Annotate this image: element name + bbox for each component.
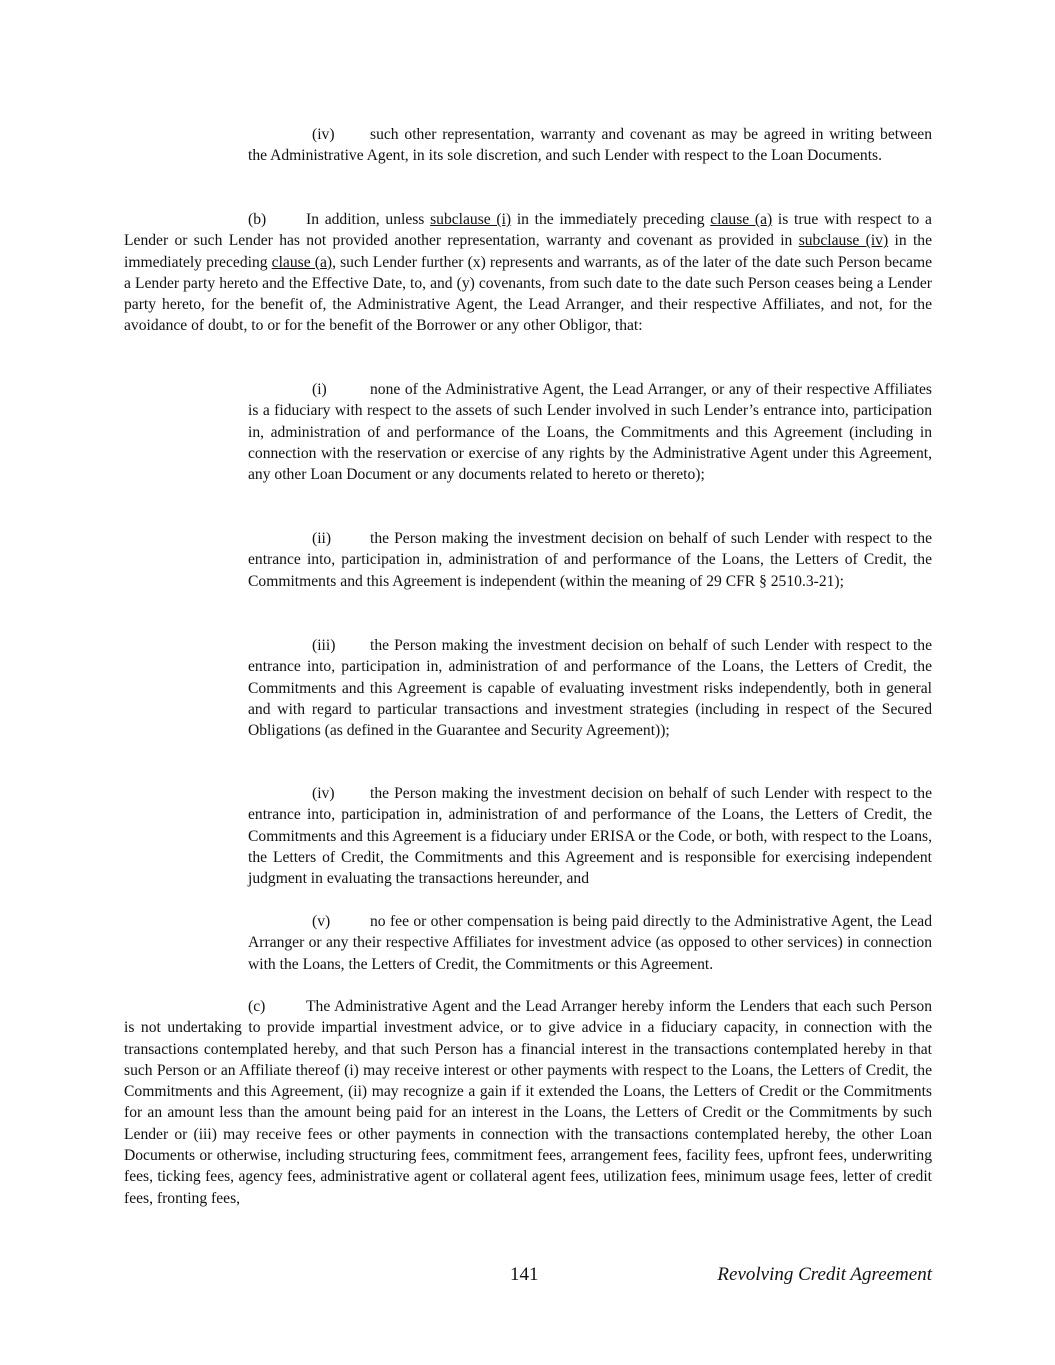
paragraph-b-v [248,911,932,975]
clause-label: (b) [248,211,267,228]
clause-label: (v) [312,913,331,930]
clause-label: (iii) [312,637,336,654]
page-number: 141 [510,1264,539,1285]
clause-text: in the immediately preceding [511,211,711,228]
paragraph-b-ii [248,528,932,592]
clause-text: the Person making the investment decision on behalf of such Lender with respect to the entrance into, participation in, administration of and performance of the Loans, the Letters of Credit, the Commitments and this Agreement is independent (within the meaning of 29 CFR § 2510.3-21); [248,530,932,590]
page-footer [0,1264,1055,1290]
paragraph-b-iv [248,783,932,889]
clause-label: (iv) [312,126,335,143]
cross-reference: subclause (i) [430,211,512,228]
cross-reference: clause (a) [271,253,333,271]
clause-label: (i) [312,381,327,398]
paragraph-b-i [248,379,932,485]
paragraph-b [124,209,932,337]
clause-text: In addition, unless [306,211,431,228]
clause-text: the Person making the investment decision on behalf of such Lender with respect to the entrance into, participation in, administration of and performance of the Loans, the Letters of Credit, the Commitments and this Agreement is a fiduciary under ERISA or the Code, or both, with respect to the Loans, the Letters of Credit, the Commitments and this Agreement and is responsible for exercising independent judgment in evaluating the transactions hereunder, and [248,785,932,888]
clause-text: such other representation, warranty and covenant as may be agreed in writing between the Administrative Agent, in its sole discretion, and such Lender with respect to the Loan Documents. [248,126,932,165]
clause-text: the Person making the investment decision on behalf of such Lender with respect to the entrance into, participation in, administration of and performance of the Loans, the Letters of Credit, the Commitments and this Agreement is capable of evaluating investment risks independently, both in general and with regard to particular transactions and investment strategies (including in respect of the Secured Obligations (as defined in the Guarantee and Security Agreement)); [248,637,932,740]
clause-text: in the immediately preceding [124,232,932,271]
clause-text: is true with respect to a Lender or such Lender has not provided another representation, warranty and covenant as provided in [124,211,932,250]
paragraph-c [124,996,932,1209]
clause-text: , such Lender further (x) represents and warrants, as of the later of the date such Person became a Lender party hereto and the Effective Date, to, and (y) covenants, from such date to the date such Person ceases being a Lender party hereto, for the benefit of, the Administrative Agent, the Lead Arranger, and their respective Affiliates, and not, for the avoidance of doubt, to or for the benefit of the Borrower or any other Obligor, that: [124,253,932,335]
paragraph-a-iv [248,124,932,167]
clause-label: (iv) [312,785,335,802]
clause-text: The Administrative Agent and the Lead Arranger hereby inform the Lenders that each such Person is not undertaking to provide impartial investment advice, or to give advice in a fiduciary capacity, in connection with the transactions contemplated hereby, and that such Person has a financial interest in the transactions contemplated hereby in that such Person or an Affiliate thereof (i) may receive interest or other payments with respect to the Loans, the Letters of Credit, the Commitments and this Agreement, (ii) may recognize a gain if it extended the Loans, the Letters of Credit or the Commitments for an amount less than the amount being paid for an interest in the Loans, the Letters of Credit or the Commitments by such Lender or (iii) may receive fees or other payments in connection with the transactions contemplated hereby, the other Loan Documents or otherwise, including structuring fees, commitment fees, arrangement fees, facility fees, upfront fees, underwriting fees, ticking fees, agency fees, administrative agent or collateral agent fees, utilization fees, minimum usage fees, letter of credit fees, fronting fees, [124,998,932,1207]
clause-text: none of the Administrative Agent, the Lead Arranger, or any of their respective Affiliates is a fiduciary with respect to the assets of such Lender involved in such Lender’s entrance into, participation in, administration of and performance of the Loans, the Commitments and this Agreement (including in connection with the reservation or exercise of any rights by the Administrative Agent under this Agreement, any other Loan Document or any documents related to hereto or thereto); [248,381,932,484]
clause-label: (c) [248,998,266,1015]
clause-label: (ii) [312,530,332,547]
clause-text: no fee or other compensation is being paid directly to the Administrative Agent, the Lead Arranger or any their respective Affiliates for investment advice (as opposed to other services) in connection with the Loans, the Letters of Credit, the Commitments or this Agreement. [248,913,932,973]
cross-reference: clause (a) [710,211,773,228]
cross-reference: subclause (iv) [798,232,889,250]
document-title: Revolving Credit Agreement [717,1264,932,1285]
paragraph-b-iii [248,635,932,741]
